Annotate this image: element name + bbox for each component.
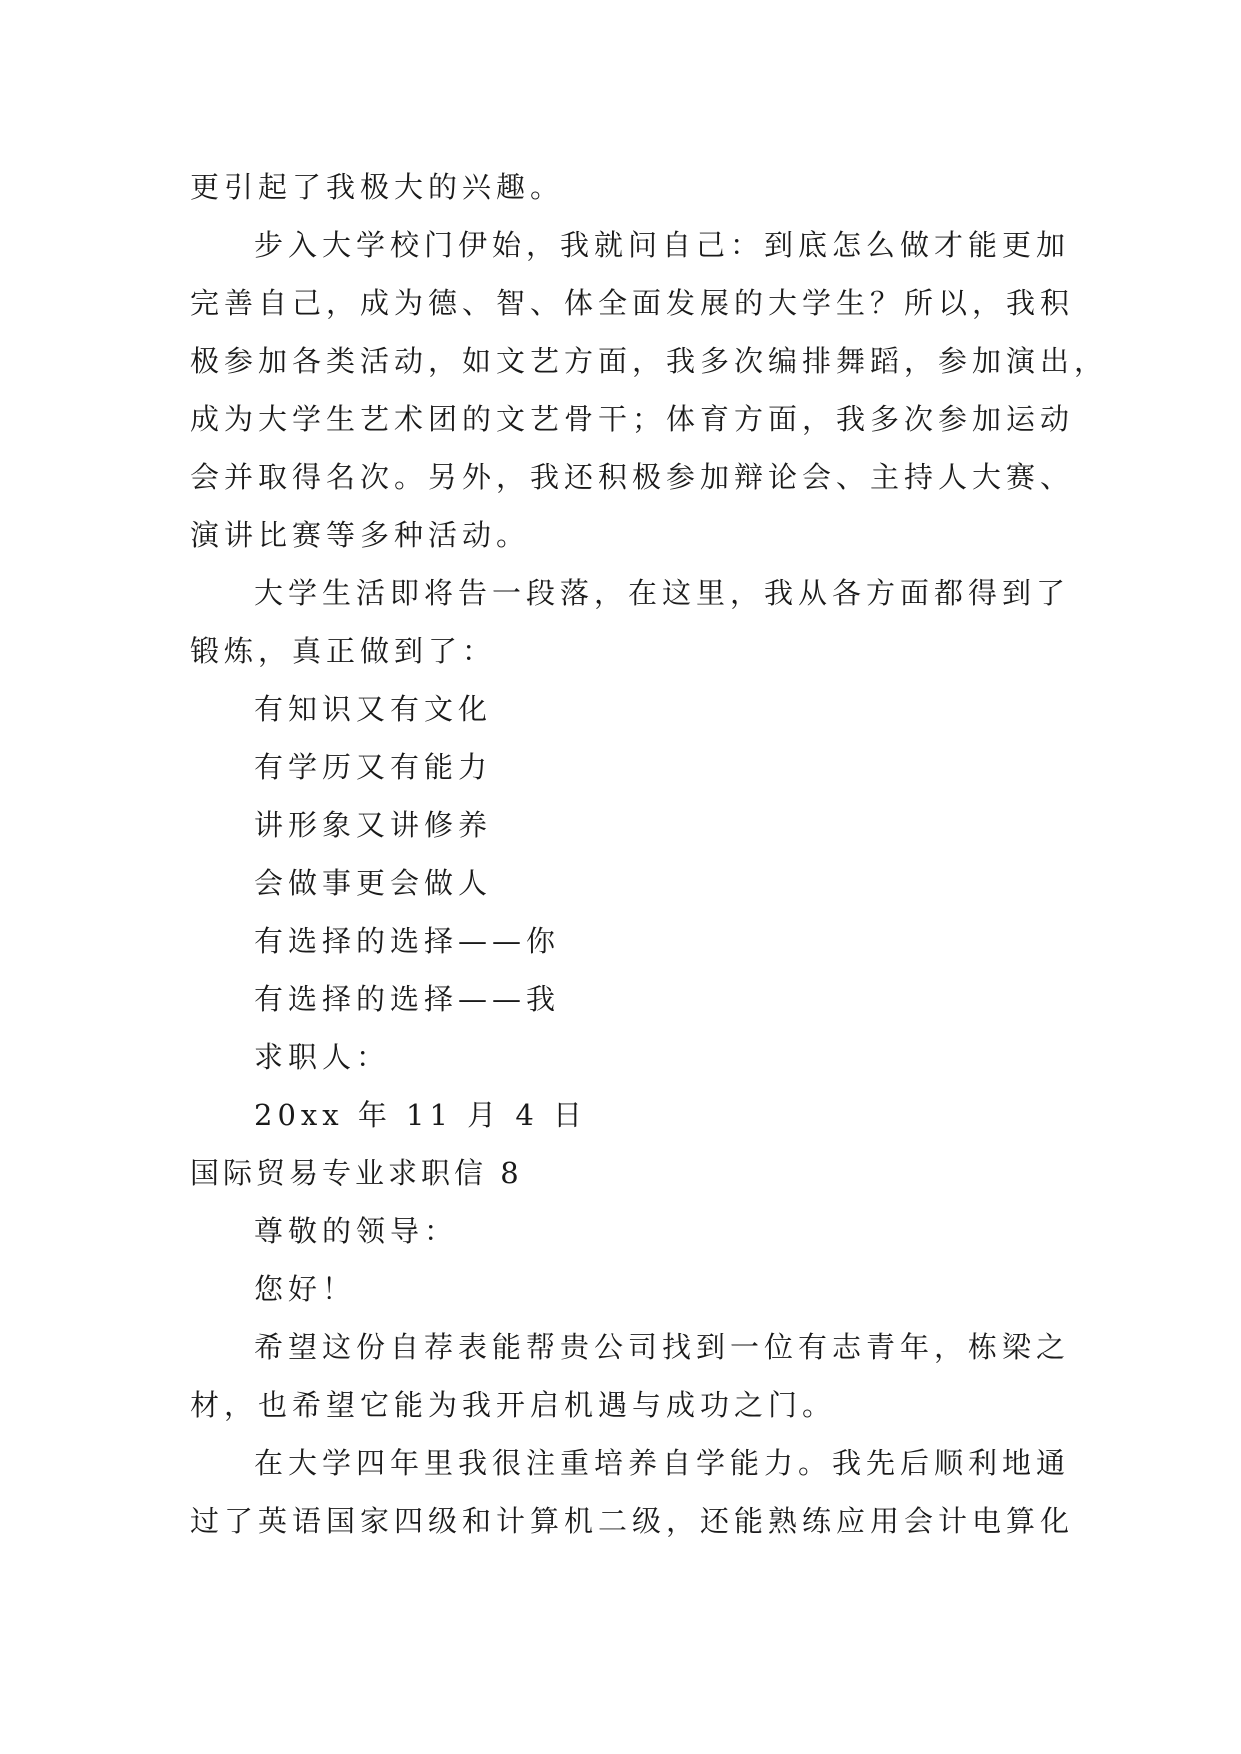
list-line: 有选择的选择——我 (254, 982, 561, 1016)
text-line: 演讲比赛等多种活动。 (190, 518, 531, 552)
section-heading: 国际贸易专业求职信 8 (190, 1156, 523, 1190)
paragraph-start: 大学生活即将告一段落，在这里，我从各方面都得到了 (254, 576, 1071, 610)
text-line: 更引起了我极大的兴趣。 (190, 170, 565, 204)
list-line: 有选择的选择——你 (254, 924, 561, 958)
signature-label: 求职人： (254, 1040, 391, 1074)
paragraph-start: 希望这份自荐表能帮贵公司找到一位有志青年，栋梁之 (254, 1330, 1071, 1364)
paragraph-start: 步入大学校门伊始，我就问自己：到底怎么做才能更加 (254, 228, 1071, 262)
document-body (190, 158, 1109, 1550)
text-line: 完善自己，成为德、智、体全面发展的大学生？所以，我积 (190, 286, 1075, 320)
text-line: 锻炼，真正做到了： (190, 634, 497, 668)
list-line: 讲形象又讲修养 (254, 808, 493, 842)
text-line: 极参加各类活动，如文艺方面，我多次编排舞蹈，参加演出， (190, 344, 1109, 378)
list-line: 有知识又有文化 (254, 692, 493, 726)
text-line: 过了英语国家四级和计算机二级，还能熟练应用会计电算化 (190, 1504, 1075, 1538)
text-line: 会并取得名次。另外，我还积极参加辩论会、主持人大赛、 (190, 460, 1075, 494)
paragraph-start: 在大学四年里我很注重培养自学能力。我先后顺利地通 (254, 1446, 1071, 1480)
greeting: 您好！ (254, 1272, 357, 1306)
text-line: 成为大学生艺术团的文艺骨干；体育方面，我多次参加运动 (190, 402, 1075, 436)
list-line: 会做事更会做人 (254, 866, 493, 900)
list-line: 有学历又有能力 (254, 750, 493, 784)
salutation: 尊敬的领导： (254, 1214, 459, 1248)
text-line: 材，也希望它能为我开启机遇与成功之门。 (190, 1388, 837, 1422)
date-line: 20xx 年 11 月 4 日 (254, 1098, 588, 1132)
